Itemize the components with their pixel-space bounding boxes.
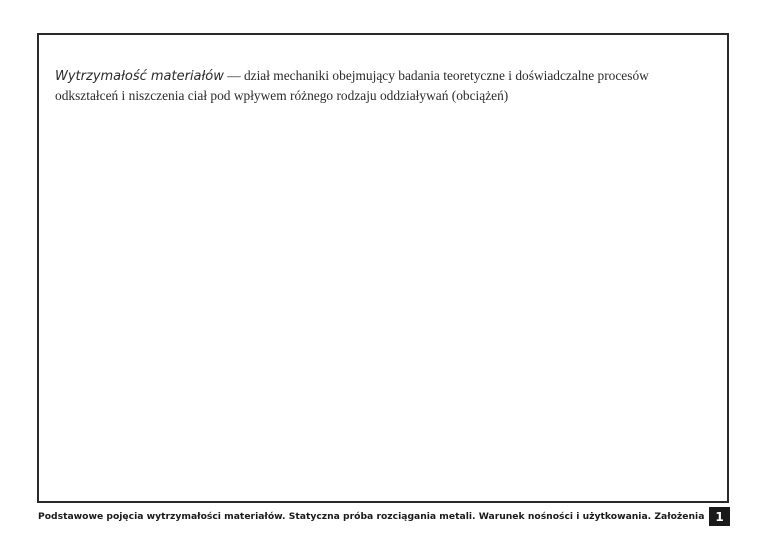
page-number-badge: 1 (709, 507, 730, 526)
definition-text: dział mechaniki obejmujący badania teoretyczne i doświadczalne procesów odkształceń i niszczenia ciał pod wpływem różnego rodzaju oddziaływań (obciążeń) (55, 68, 649, 104)
footer-title: Podstawowe pojęcia wytrzymałości materiałów. Statyczna próba rozciągania metali. Warunek nośności i użytkowania. Założenia (38, 511, 705, 522)
definition-dash: — (223, 68, 244, 84)
slide-frame (37, 33, 729, 503)
definition-term: Wytrzymałość materiałów (55, 69, 224, 85)
definition-paragraph (55, 66, 711, 105)
